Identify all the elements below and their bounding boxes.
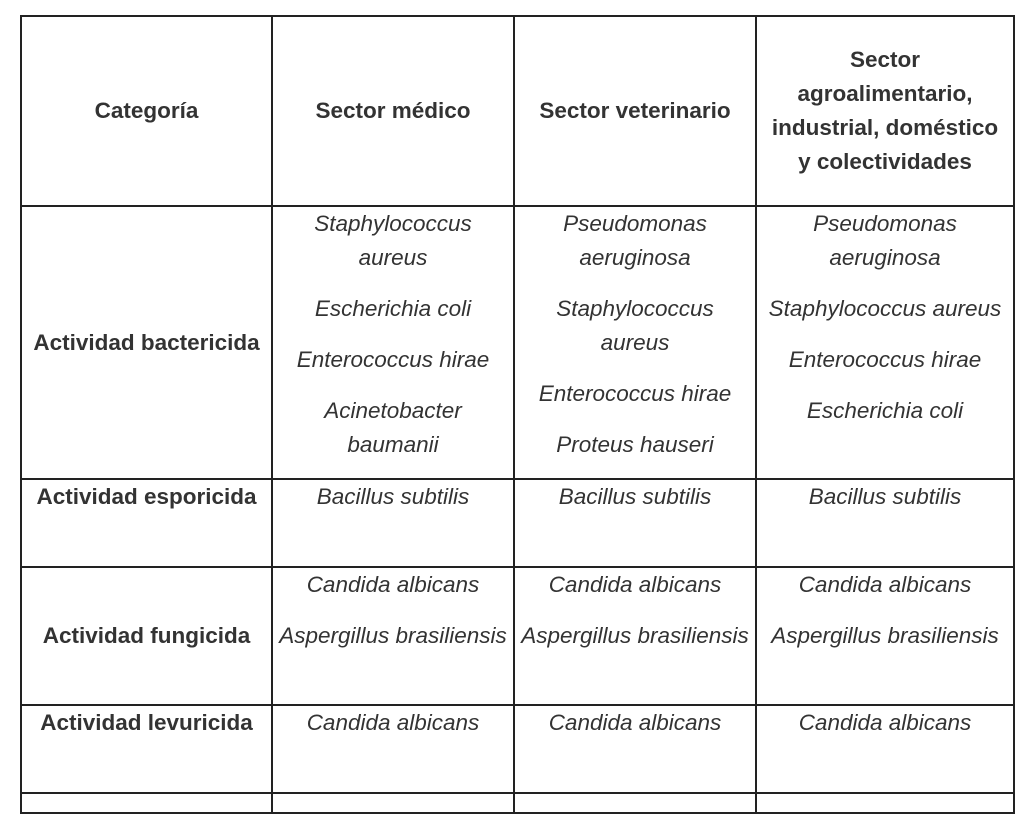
organism-item: Aspergillus brasiliensis — [771, 623, 999, 648]
organism-item: Bacillus subtilis — [558, 484, 712, 509]
empty-cell — [514, 793, 756, 813]
organism-item: Candida albicans — [798, 572, 972, 597]
medical-cell — [272, 479, 514, 567]
organism-item: Candida albicans — [548, 572, 722, 597]
table-row — [21, 479, 1014, 567]
table-row — [21, 206, 1014, 479]
category-cell: Actividad fungicida — [21, 567, 272, 705]
medical-cell — [272, 206, 514, 479]
agro-cell — [756, 567, 1014, 705]
table-header-row — [21, 16, 1014, 206]
organism-item: Candida albicans — [306, 572, 480, 597]
veterinary-cell — [514, 567, 756, 705]
table-row — [21, 567, 1014, 705]
organism-item: Enterococcus hirae — [788, 347, 982, 372]
organism-item: Acinetobacter baumanii — [324, 398, 462, 457]
efficacy-table — [20, 15, 1015, 814]
agro-cell — [756, 479, 1014, 567]
organism-item: Pseudomonas aeruginosa — [813, 211, 957, 270]
organism-item: Staphylococcus aureus — [768, 296, 1002, 321]
organism-item: Staphylococcus aureus — [314, 211, 472, 270]
category-cell: Actividad bactericida — [21, 206, 272, 479]
organism-item: Candida albicans — [306, 710, 480, 735]
organism-item: Bacillus subtilis — [808, 484, 962, 509]
organism-item: Enterococcus hirae — [296, 347, 490, 372]
organism-item: Aspergillus brasiliensis — [521, 623, 749, 648]
organism-item: Enterococcus hirae — [538, 381, 732, 406]
table-row-partial — [21, 793, 1014, 813]
header-category: Categoría — [21, 16, 272, 206]
category-cell: Actividad esporicida — [21, 479, 272, 567]
organism-item: Candida albicans — [798, 710, 972, 735]
table-row — [21, 705, 1014, 793]
veterinary-cell — [514, 206, 756, 479]
agro-cell — [756, 206, 1014, 479]
veterinary-cell — [514, 705, 756, 793]
header-agro: Sector agroalimentario, industrial, doméstico y colectividades — [756, 16, 1014, 206]
category-cell: Actividad levuricida — [21, 705, 272, 793]
organism-item: Bacillus subtilis — [316, 484, 470, 509]
organism-item: Pseudomonas aeruginosa — [563, 211, 707, 270]
empty-cell — [756, 793, 1014, 813]
header-medical: Sector médico — [272, 16, 514, 206]
empty-cell — [272, 793, 514, 813]
organism-item: Staphylococcus aureus — [556, 296, 714, 355]
header-veterinary: Sector veterinario — [514, 16, 756, 206]
empty-cell — [21, 793, 272, 813]
organism-item: Proteus hauseri — [556, 432, 714, 457]
organism-item: Candida albicans — [548, 710, 722, 735]
medical-cell — [272, 567, 514, 705]
organism-item: Escherichia coli — [314, 296, 472, 321]
veterinary-cell — [514, 479, 756, 567]
medical-cell — [272, 705, 514, 793]
agro-cell — [756, 705, 1014, 793]
organism-item: Aspergillus brasiliensis — [279, 623, 507, 648]
organism-item: Escherichia coli — [806, 398, 964, 423]
